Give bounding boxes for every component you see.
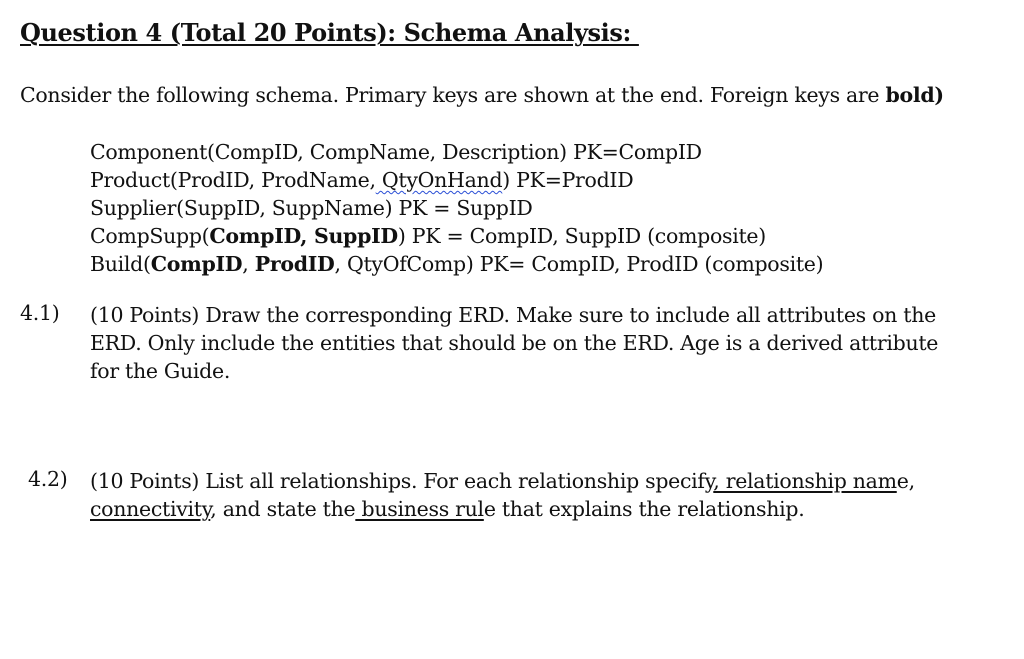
question-4-2-number: 4.2)	[28, 467, 68, 491]
intro-paragraph	[20, 83, 944, 107]
q2-l1-c: e,	[896, 469, 915, 493]
compsupp-post: ) PK = CompID, SuppID (composite)	[397, 224, 766, 248]
q2-l2-d: e that explains the relationship.	[483, 497, 805, 521]
question-4-1-text	[90, 301, 938, 385]
q2-l2-b: , and state the	[210, 497, 356, 521]
q2-line-2	[90, 495, 915, 523]
question-title: Question 4 (Total 20 Points): Schema Analysis:	[20, 18, 639, 47]
q2-business-rule: business rul	[355, 497, 484, 521]
compsupp-sep: ,	[300, 224, 314, 248]
question-4-1-number: 4.1)	[20, 301, 60, 325]
compsupp-fk1: CompID	[209, 224, 301, 248]
q1-line-3: for the Guide.	[90, 359, 231, 383]
q1-line-2: ERD. Only include the entities that should be on the ERD. Age is a derived attribute	[90, 331, 939, 355]
product-pre: Product(ProdID, ProdName,	[90, 168, 376, 192]
schema-product	[90, 166, 823, 194]
product-post: ) PK=ProdID	[502, 168, 634, 192]
compsupp-name: CompSupp(	[90, 224, 210, 248]
spellcheck-squiggle: QtyOnHand	[375, 168, 503, 192]
build-name: Build(	[90, 252, 151, 276]
q1-line-1: (10 Points) Draw the corresponding ERD. Make sure to include all attributes on the	[90, 303, 936, 327]
schema-block	[90, 138, 823, 278]
q2-connectivity: connectivity	[90, 497, 211, 521]
build-sep: ,	[242, 252, 255, 276]
build-fk1: CompID	[150, 252, 243, 276]
build-post: , QtyOfComp) PK= CompID, ProdID (composite)	[334, 252, 824, 276]
schema-compsupp	[90, 222, 823, 250]
intro-text: Consider the following schema. Primary keys are shown at the end. Foreign keys are	[20, 83, 886, 107]
q2-l1-a: (10 Points) List all relationships. For each relationship specify	[90, 469, 714, 493]
schema-supplier: Supplier(SuppID, SuppName) PK = SuppID	[90, 196, 533, 220]
q2-l1-underlined: , relationship nam	[713, 469, 897, 493]
compsupp-fk2: SuppID	[313, 224, 398, 248]
schema-build	[90, 250, 823, 278]
q2-line-1	[90, 467, 915, 495]
question-4-2-text	[90, 467, 915, 523]
build-fk2: ProdID	[254, 252, 335, 276]
intro-bold-text: bold)	[885, 83, 944, 107]
schema-component: Component(CompID, CompName, Description) PK=CompID	[90, 140, 702, 164]
